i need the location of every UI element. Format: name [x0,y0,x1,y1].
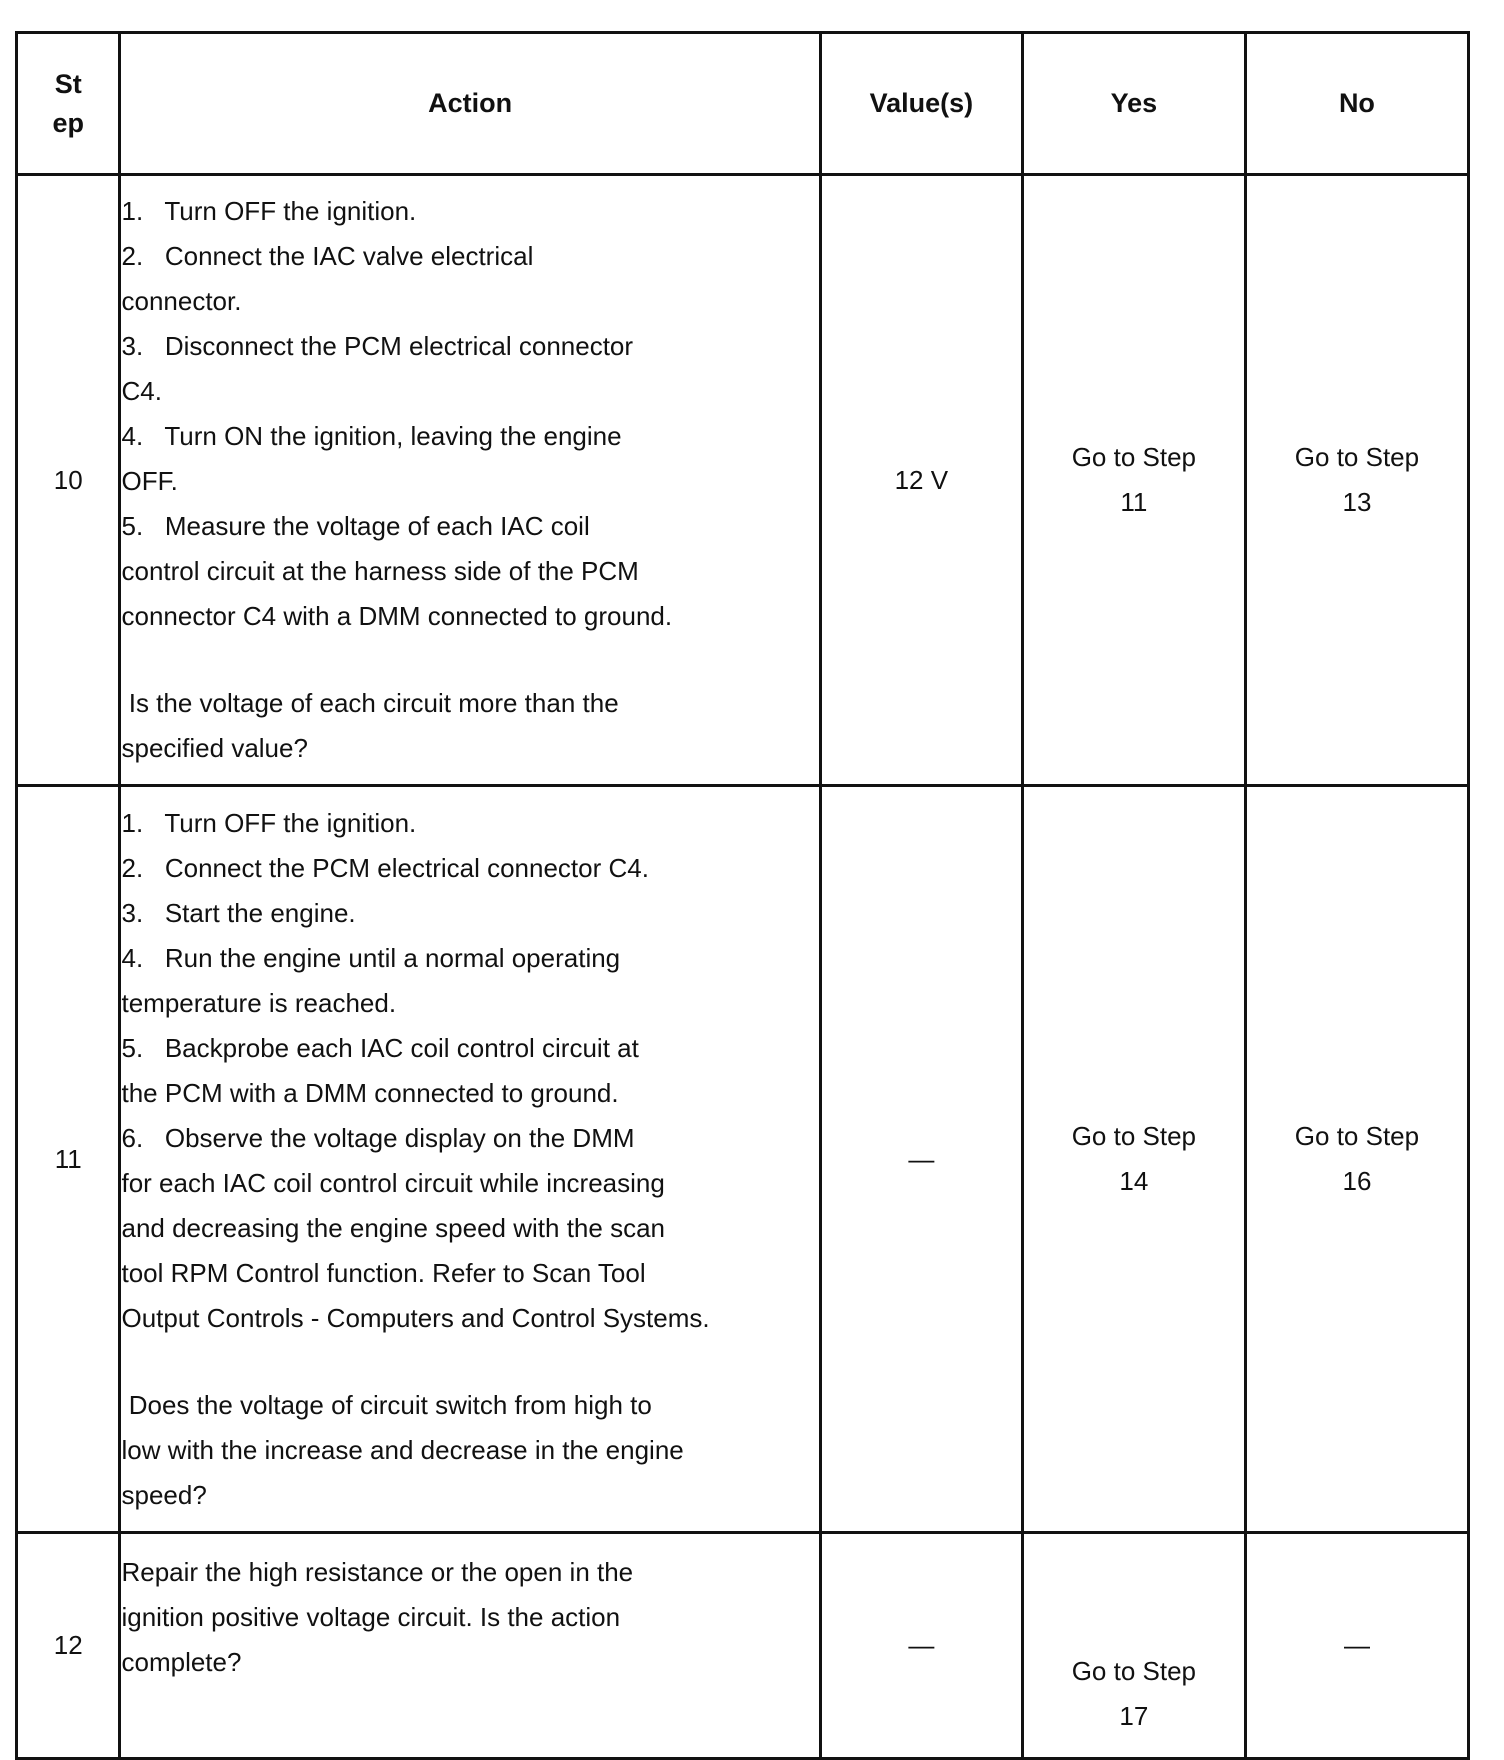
value-cell: — [820,786,1022,1533]
action-line: for each IAC coil control circuit while increasing [121,1167,665,1198]
action-line: 2. Connect the IAC valve electrical [121,241,534,271]
no-cell [1245,786,1468,1533]
action-line: temperature is reached. [121,987,397,1018]
no-cell [1245,175,1468,786]
table-row [17,1533,1469,1759]
yes-goto-step: 14 [1119,1166,1149,1196]
action-line: complete? [121,1647,242,1677]
yes-cell [1022,1533,1245,1759]
action-line: 5. Measure the voltage of each IAC coil [121,511,590,541]
value-cell: — [820,1533,1022,1759]
question-line: Does the voltage of circuit switch from high to [121,1389,652,1420]
spacer [121,1341,818,1383]
yes-goto-label: Go to Step [1071,1121,1197,1151]
step-number: 11 [17,786,120,1533]
action-line: 4. Turn ON the ignition, leaving the engine [121,421,622,451]
spacer [121,639,818,681]
action-line: the PCM with a DMM connected to ground. [121,1077,619,1108]
question-line: Is the voltage of each circuit more than the [121,688,619,718]
action-line: 4. Run the engine until a normal operating [121,942,621,973]
action-line: and decreasing the engine speed with the scan [121,1212,665,1243]
header-no: No [1245,33,1468,175]
action-line: Output Controls - Computers and Control Systems. [121,1302,710,1333]
table-row [17,786,1469,1533]
action-line: ignition positive voltage circuit. Is the action [121,1602,621,1632]
action-line: connector. [121,286,242,316]
no-goto-step: 13 [1342,487,1372,517]
question-line: specified value? [121,733,308,763]
yes-cell [1022,175,1245,786]
action-line: connector C4 with a DMM connected to ground. [121,601,673,631]
diagnostic-table [15,31,1470,1760]
step-number: 12 [17,1533,120,1759]
action-line: 5. Backprobe each IAC coil control circuit at [121,1032,639,1063]
value-cell: 12 V [820,175,1022,786]
action-line: 1. Turn OFF the ignition. [121,196,417,226]
question-line: low with the increase and decrease in the engine [121,1434,684,1465]
action-line: Repair the high resistance or the open in the [121,1557,634,1587]
header-step-line2: ep [52,107,84,138]
action-cell [120,1533,820,1759]
question-line: speed? [121,1479,207,1510]
header-values: Value(s) [820,33,1022,175]
no-goto-label: Go to Step [1294,1121,1420,1151]
yes-goto-label: Go to Step [1071,442,1197,472]
header-step-line1: St [54,68,82,99]
action-line: 1. Turn OFF the ignition. [121,807,417,838]
yes-goto-label: Go to Step [1071,1656,1197,1686]
action-line: 3. Disconnect the PCM electrical connector [121,331,634,361]
action-line: OFF. [121,466,178,496]
header-step [17,33,120,175]
action-cell [120,175,820,786]
action-cell [120,786,820,1533]
header-row [17,33,1469,175]
no-goto-label: Go to Step [1294,442,1420,472]
action-line: tool RPM Control function. Refer to Scan Tool [121,1257,646,1288]
header-action: Action [120,33,820,175]
action-line: C4. [121,376,162,406]
action-line: control circuit at the harness side of the PCM [121,556,639,586]
action-line: 3. Start the engine. [121,897,356,928]
yes-cell [1022,786,1245,1533]
action-line: 2. Connect the PCM electrical connector C4. [121,852,649,883]
no-goto-step: 16 [1342,1166,1372,1196]
action-line: 6. Observe the voltage display on the DMM [121,1122,635,1153]
yes-goto-step: 17 [1119,1701,1149,1731]
header-yes: Yes [1022,33,1245,175]
table-row [17,175,1469,786]
step-number: 10 [17,175,120,786]
no-cell: — [1245,1533,1468,1759]
yes-goto-step: 11 [1120,487,1148,517]
